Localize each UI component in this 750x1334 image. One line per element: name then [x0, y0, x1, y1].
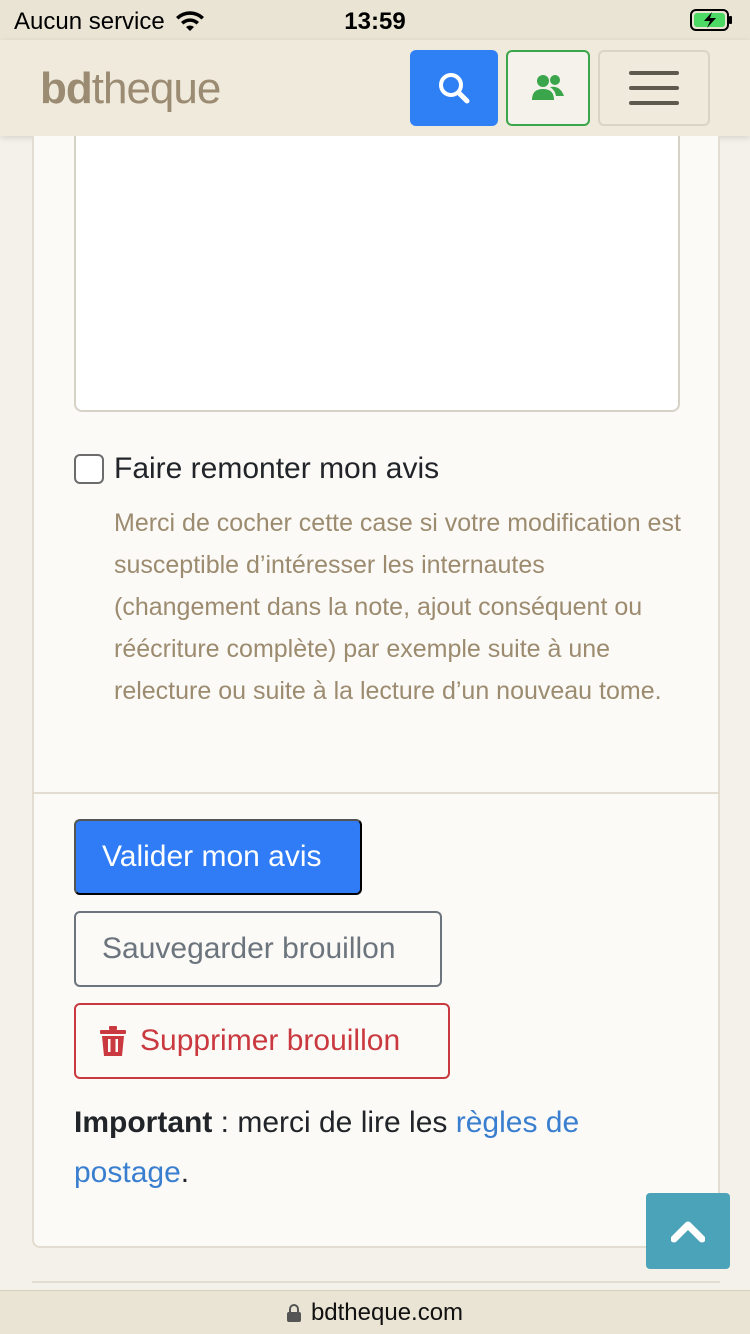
review-form-card	[32, 136, 720, 1248]
submit-review-button[interactable]	[74, 819, 362, 895]
url-bar[interactable]	[0, 1290, 750, 1334]
users-button[interactable]	[506, 50, 590, 126]
users-icon	[530, 72, 566, 104]
url-domain: bdtheque.com	[310, 1298, 464, 1326]
menu-button[interactable]	[598, 50, 710, 126]
search-button[interactable]	[410, 50, 498, 126]
chevron-up-icon	[671, 1219, 705, 1243]
save-draft-label: Sauvegarder brouillon	[102, 932, 396, 965]
status-bar	[0, 0, 750, 40]
brand-rest: theque	[91, 64, 221, 113]
navbar	[0, 40, 750, 136]
brand-logo[interactable]	[40, 64, 220, 114]
important-end: .	[180, 1156, 190, 1189]
important-bold: Important	[74, 1106, 213, 1139]
trash-icon	[100, 1026, 126, 1056]
submit-review-label: Valider mon avis	[102, 840, 322, 873]
delete-draft-button[interactable]	[74, 1003, 450, 1079]
carrier-label: Aucun service	[14, 8, 165, 35]
bump-review-option[interactable]	[74, 452, 439, 486]
divider	[34, 792, 718, 794]
hamburger-icon	[629, 69, 679, 107]
lock-icon	[287, 1304, 301, 1322]
review-textarea[interactable]	[74, 136, 680, 412]
bump-review-checkbox[interactable]	[74, 454, 104, 484]
clock: 13:59	[344, 8, 406, 35]
search-icon	[437, 71, 471, 105]
bump-review-help-text: Merci de cocher cette case si votre modification est susceptible d’intéresser les internautes (changement dans la note, ajout conséquent ou réécriture complète) par exemple suite à une relecture ou suite à la lecture d’un nouveau tome.	[114, 509, 681, 705]
scroll-to-top-button[interactable]	[646, 1193, 730, 1269]
delete-draft-label: Supprimer brouillon	[140, 1024, 401, 1057]
posting-rules-link[interactable]: règles de postage	[74, 1106, 580, 1189]
battery-icon	[690, 8, 734, 39]
footer-divider	[32, 1281, 720, 1283]
important-notice	[74, 1098, 674, 1198]
brand-bold: bd	[40, 64, 92, 113]
important-text: : merci de lire les	[212, 1106, 456, 1139]
bump-review-label[interactable]: Faire remonter mon avis	[114, 452, 440, 485]
save-draft-button[interactable]	[74, 911, 442, 987]
